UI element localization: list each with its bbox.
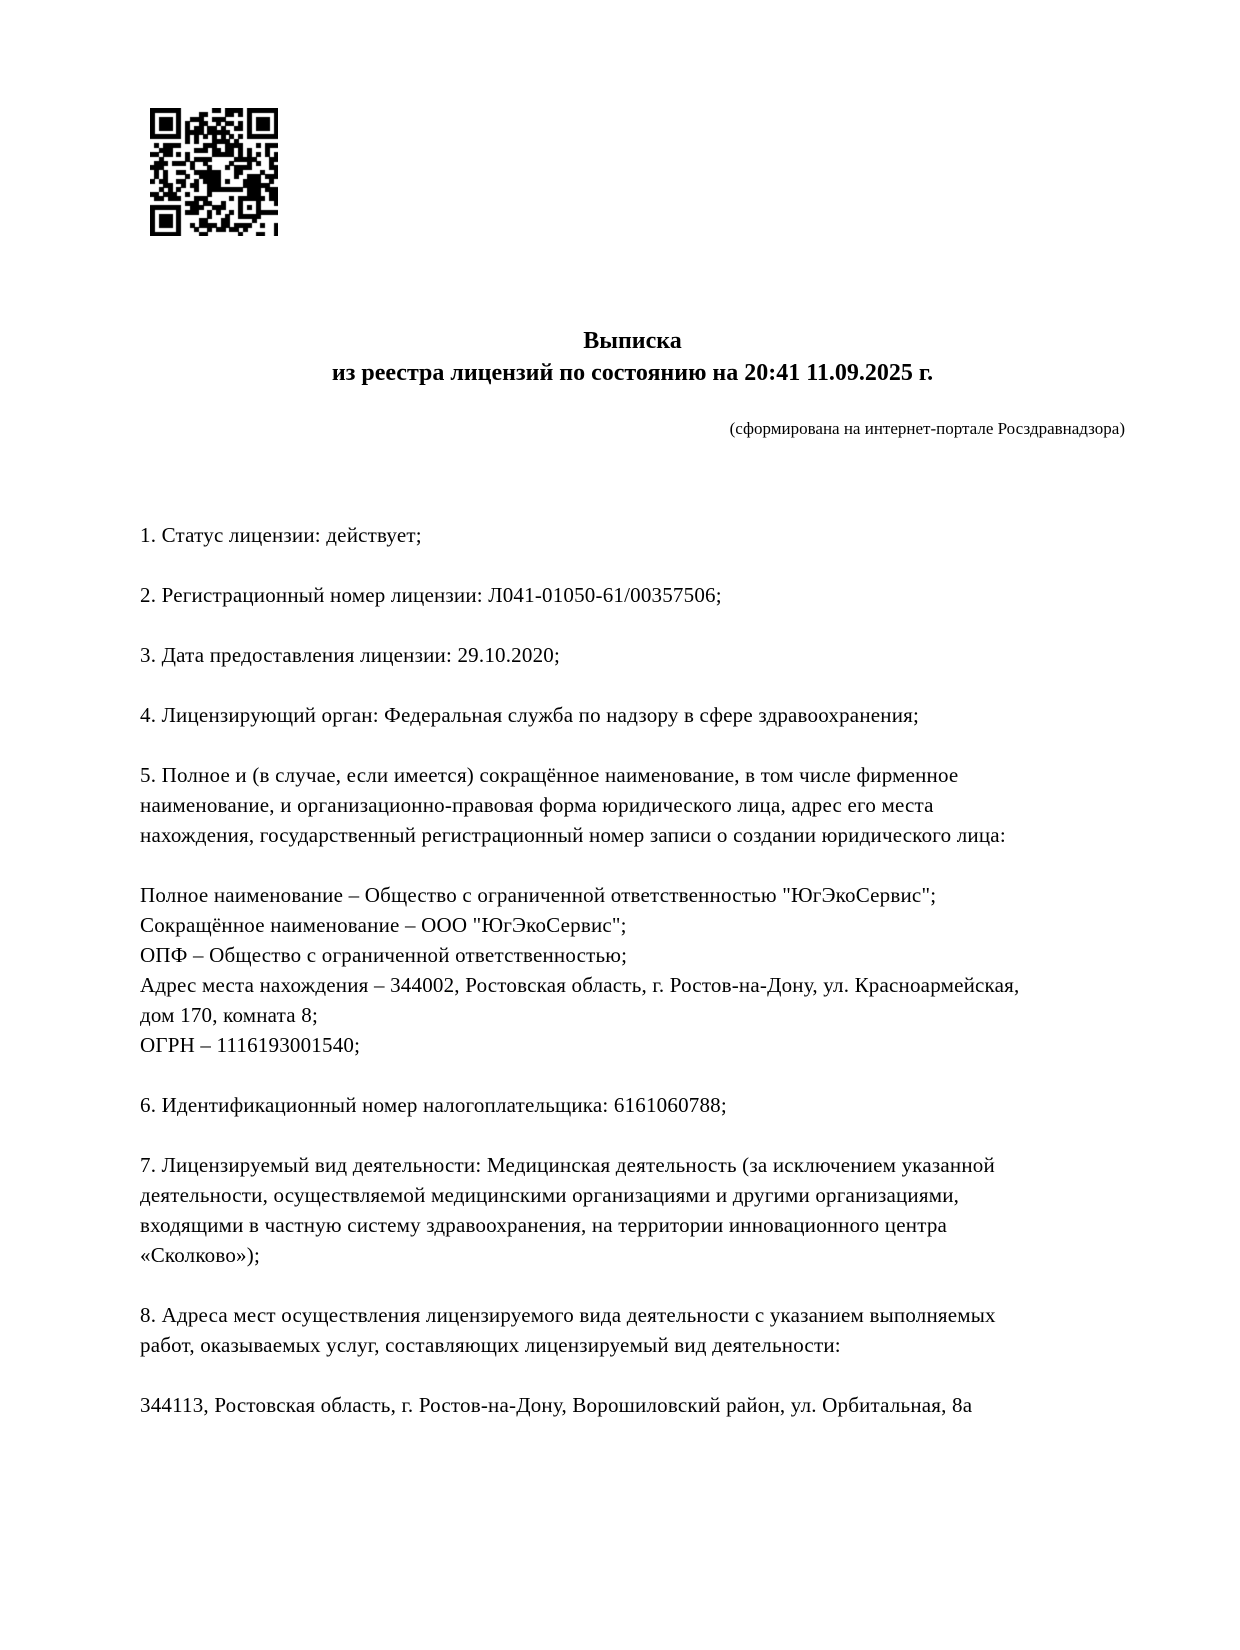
text-line: работ, оказываемых услуг, составляющих лицензируемый вид деятельности: <box>140 1333 841 1357</box>
paragraph-taxpayer-number <box>140 1090 1125 1120</box>
document-subtitle: (сформирована на интернет-портале Росздравнадзора) <box>729 419 1125 438</box>
text-line: дом 170, комната 8; <box>140 1003 319 1027</box>
document-title <box>140 325 1125 389</box>
paragraph-registration-number <box>140 580 1125 610</box>
text-line: Адрес места нахождения – 344002, Ростовская область, г. Ростов-на-Дону, ул. Красноармейская, <box>140 973 1020 997</box>
text-line: 6. Идентификационный номер налогоплательщика: 6161060788; <box>140 1093 727 1117</box>
document-body <box>140 520 1125 1450</box>
qr-code-icon <box>150 108 278 236</box>
text-line: входящими в частную систему здравоохранения, на территории инновационного центра <box>140 1213 948 1237</box>
text-line: ОГРН – 1116193001540; <box>140 1033 361 1057</box>
text-line: «Сколково»); <box>140 1243 260 1267</box>
paragraph-licensed-activity <box>140 1150 1125 1270</box>
text-line: деятельности, осуществляемой медицинскими организациями и другими организациями, <box>140 1183 960 1207</box>
text-line: 8. Адреса мест осуществления лицензируемого вида деятельности с указанием выполняемых <box>140 1303 996 1327</box>
text-line: наименование, и организационно-правовая форма юридического лица, адрес его места <box>140 793 934 817</box>
text-line: 344113, Ростовская область, г. Ростов-на-Дону, Ворошиловский район, ул. Орбитальная, 8а <box>140 1393 973 1417</box>
document-title-line-2: из реестра лицензий по состоянию на 20:41 11.09.2025 г. <box>331 360 934 386</box>
paragraph-licensing-authority <box>140 700 1125 730</box>
text-line: Полное наименование – Общество с ограниченной ответственностью "ЮгЭкоСервис"; <box>140 883 937 907</box>
text-line: 1. Статус лицензии: действует; <box>140 523 422 547</box>
paragraph-legal-entity-details <box>140 880 1125 1060</box>
text-line: 5. Полное и (в случае, если имеется) сокращённое наименование, в том числе фирменное <box>140 763 959 787</box>
text-line: 2. Регистрационный номер лицензии: Л041-01050-61/00357506; <box>140 583 722 607</box>
text-line: нахождения, государственный регистрационный номер записи о создании юридического лица: <box>140 823 1006 847</box>
text-line: 7. Лицензируемый вид деятельности: Медицинская деятельность (за исключением указанной <box>140 1153 995 1177</box>
paragraph-license-status <box>140 520 1125 550</box>
document-title-line-1: Выписка <box>583 328 682 354</box>
text-line: 3. Дата предоставления лицензии: 29.10.2020; <box>140 643 561 667</box>
text-line: Сокращённое наименование – ООО "ЮгЭкоСервис"; <box>140 913 627 937</box>
text-line: 4. Лицензирующий орган: Федеральная служба по надзору в сфере здравоохранения; <box>140 703 920 727</box>
text-line: ОПФ – Общество с ограниченной ответственностью; <box>140 943 628 967</box>
paragraph-legal-entity-intro <box>140 760 1125 850</box>
paragraph-grant-date <box>140 640 1125 670</box>
paragraph-activity-address <box>140 1390 1125 1420</box>
paragraph-activity-addresses-intro <box>140 1300 1125 1360</box>
